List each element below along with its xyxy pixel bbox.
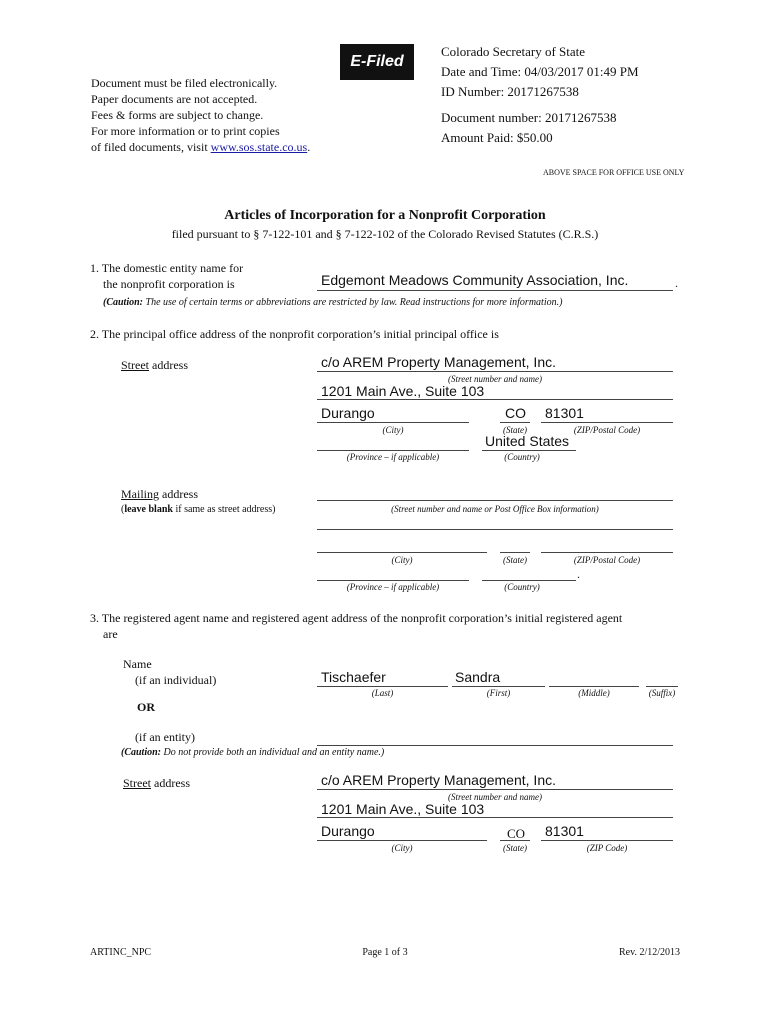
e-filed-logo (340, 44, 414, 80)
principal-zip: 81301 (545, 405, 584, 421)
entity-name-period: . (675, 276, 678, 290)
filing-stamp (441, 42, 639, 148)
principal-street2: 1201 Main Ave., Suite 103 (321, 383, 485, 399)
principal-country-line (482, 450, 576, 451)
mailing-street1-line (317, 500, 673, 501)
filing-datetime: Date and Time: 04/03/2017 01:49 PM (441, 64, 639, 79)
revision-date: Rev. 2/12/2013 (618, 947, 680, 958)
entity-name-value: Edgemont Meadows Community Association, Inc. (321, 272, 629, 288)
mailing-address-note: (leave blank if same as street address) (121, 504, 276, 515)
agent-street2-line (317, 817, 673, 818)
agent-street1-line (317, 789, 673, 790)
province-caption: (Province – if applicable) (346, 452, 440, 462)
mailing-country-line (482, 580, 576, 581)
middle-caption: (Middle) (578, 688, 610, 698)
agent-suffix-line (646, 686, 678, 687)
agent-street1: c/o AREM Property Management, Inc. (321, 772, 556, 788)
agent-entity-line (317, 745, 673, 746)
mailing-zip-line (541, 552, 673, 553)
agent-street-caption: (Street number and name) (448, 792, 542, 802)
mailing-province-line (317, 580, 469, 581)
suffix-caption: (Suffix) (648, 688, 676, 698)
page-number: Page 1 of 3 (362, 947, 408, 958)
agent-first-line (452, 686, 545, 687)
or-separator: OR (137, 700, 155, 714)
mailing-country-caption: (Country) (504, 582, 540, 592)
mailing-period: . (577, 567, 580, 581)
agent-name-label: Name (123, 657, 152, 671)
filing-id: ID Number: 20171267538 (441, 84, 579, 99)
mailing-street-caption: (Street number and name or Post Office Box information) (391, 504, 599, 514)
e-filed-logo-text: E-Filed (350, 53, 404, 70)
principal-city: Durango (321, 405, 375, 421)
agent-first-name: Sandra (455, 669, 501, 685)
mailing-street2-line (317, 529, 673, 530)
form-id: ARTINC_NPC (90, 947, 152, 958)
agent-street2: 1201 Main Ave., Suite 103 (321, 801, 485, 817)
sos-website-link[interactable]: www.sos.state.co.us (210, 140, 308, 154)
agent-last-name: Tischaefer (321, 669, 386, 685)
principal-zip-line (541, 422, 673, 423)
mailing-city-line (317, 552, 487, 553)
mailing-state-caption: (State) (503, 555, 527, 565)
section-3-caution: (Caution: Do not provide both an individual and an entity name.) (121, 747, 385, 758)
section-2-label: 2. The principal office address of the nonprofit corporation’s initial principal office is (90, 327, 499, 341)
notice-line: of filed documents, visit www.sos.state.co.us. (91, 140, 311, 154)
agent-zip-caption: (ZIP Code) (586, 843, 628, 853)
agent-entity-label: (if an entity) (135, 730, 195, 744)
amount-paid: Amount Paid: $50.00 (441, 130, 553, 145)
principal-province-line (317, 450, 469, 451)
mailing-province-caption: (Province – if applicable) (346, 582, 440, 592)
principal-city-line (317, 422, 469, 423)
agent-middle-line (549, 686, 639, 687)
agent-state-caption: (State) (503, 843, 527, 853)
section-1-label: 1. The domestic entity name for the nonprofit corporation is (90, 261, 244, 291)
first-caption: (First) (486, 688, 511, 698)
entity-name-line (317, 290, 673, 291)
agent-city-line (317, 840, 487, 841)
principal-street1-line (317, 371, 673, 372)
agent-zip-line (541, 840, 673, 841)
state-caption: (State) (503, 425, 527, 435)
office-use-label: ABOVE SPACE FOR OFFICE USE ONLY (543, 168, 685, 177)
principal-street2-line (317, 399, 673, 400)
zip-caption: (ZIP/Postal Code) (573, 425, 641, 435)
agent-state: CO (507, 826, 526, 841)
notice-line: Document must be filed electronically. (91, 76, 278, 90)
document-number: Document number: 20171267538 (441, 110, 617, 125)
agent-city-caption: (City) (391, 843, 413, 853)
mailing-state-line (500, 552, 530, 553)
section-1-caution: (Caution: The use of certain terms or abbreviations are restricted by law. Read instructions for more information.) (103, 297, 563, 308)
street-caption: (Street number and name) (448, 374, 542, 384)
notice-line: Paper documents are not accepted. (91, 92, 258, 106)
principal-country: United States (485, 433, 570, 449)
agent-individual-label: (if an individual) (135, 673, 217, 687)
mailing-zip-caption: (ZIP/Postal Code) (573, 555, 641, 565)
page-title: Articles of Incorporation for a Nonprofit Corporation (224, 208, 546, 223)
page-subtitle: filed pursuant to § 7-122-101 and § 7-122-102 of the Colorado Revised Statutes (C.R.S.) (171, 227, 599, 241)
agent-street-label: Street address (123, 776, 190, 790)
filing-notice (91, 75, 310, 155)
principal-state: CO (505, 405, 526, 421)
mailing-city-caption: (City) (391, 555, 413, 565)
country-caption: (Country) (504, 452, 540, 462)
filing-office: Colorado Secretary of State (441, 44, 586, 59)
section-3-label: 3. The registered agent name and registered agent address of the nonprofit corporation’s initial registered agent are (90, 611, 623, 641)
agent-state-line (500, 840, 530, 841)
last-caption: (Last) (371, 688, 394, 698)
notice-line: Fees & forms are subject to change. (91, 108, 264, 122)
principal-state-line (500, 422, 530, 423)
agent-last-line (317, 686, 448, 687)
agent-city: Durango (321, 823, 375, 839)
agent-zip: 81301 (545, 823, 584, 839)
city-caption: (City) (382, 425, 404, 435)
street-address-label: Street address (121, 358, 188, 372)
mailing-address-label: Mailing address (121, 487, 198, 501)
notice-line: For more information or to print copies (91, 124, 280, 138)
principal-street1: c/o AREM Property Management, Inc. (321, 354, 556, 370)
